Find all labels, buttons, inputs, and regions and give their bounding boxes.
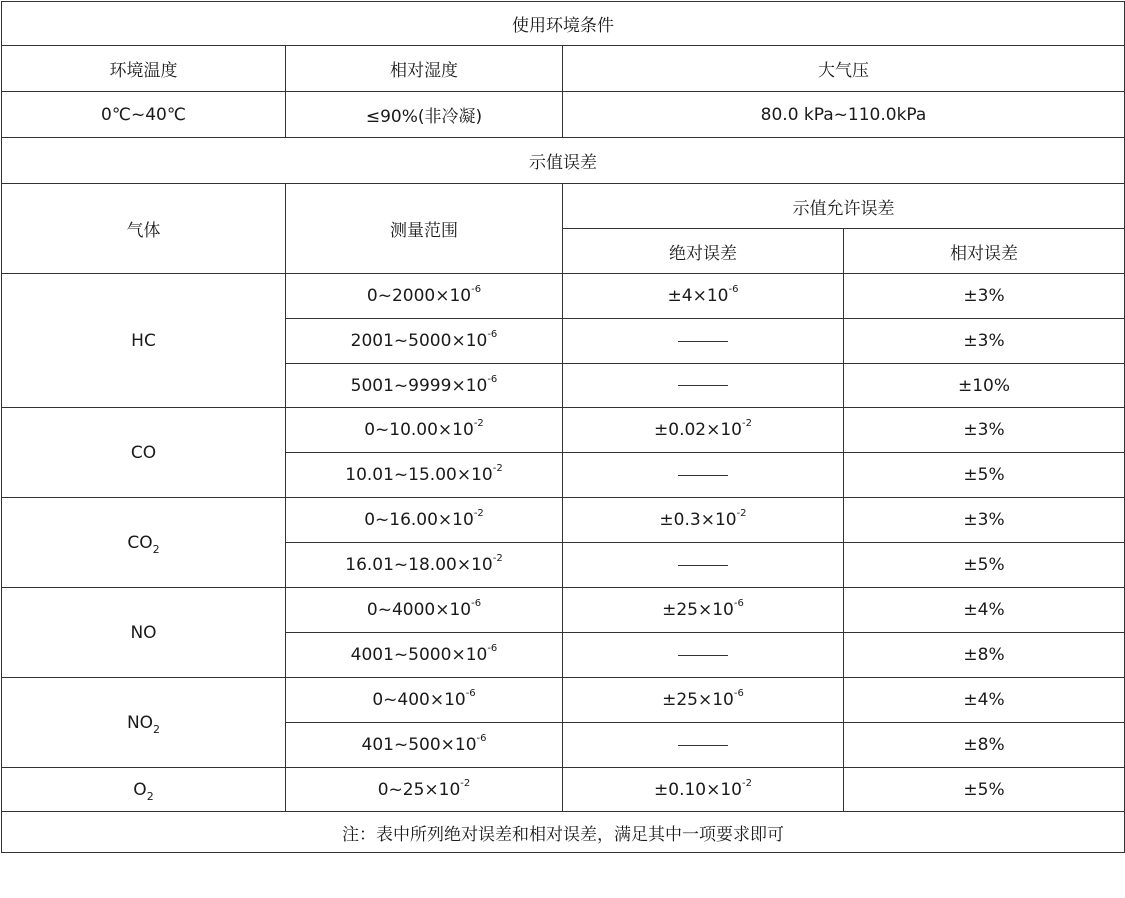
rel-error-cell: ±3% [844, 498, 1125, 543]
range-cell: $401\sim 500\times 10^{-6}$ [286, 723, 563, 768]
env-value-pressure: 80.0 kPa~110.0kPa [563, 92, 1125, 138]
rel-error-cell: ±8% [844, 633, 1125, 678]
table-row [2, 768, 1125, 812]
table-row [2, 408, 1125, 453]
rel-error-cell: ±3% [844, 408, 1125, 453]
table-note: 注：表中所列绝对误差和相对误差，满足其中一项要求即可 [2, 812, 1125, 853]
env-header-pressure: 大气压 [563, 46, 1125, 92]
env-value-humidity: ≤90%(非冷凝) [286, 92, 563, 138]
abs-error-cell: $\pm 0.3\times 10^{-2}$ [563, 498, 844, 543]
accuracy-title-row [2, 138, 1125, 184]
dash-mark [678, 655, 728, 656]
dash-mark [678, 745, 728, 746]
abs-error-cell: $\pm 0.10\times 10^{-2}$ [563, 768, 844, 812]
range-cell: $0\sim 2000\times 10^{-6}$ [286, 274, 563, 319]
range-cell: $0\sim 16.00\times 10^{-2}$ [286, 498, 563, 543]
gas-name-o2: $O_2$ [2, 768, 286, 812]
abs-error-cell: $\pm 0.02\times 10^{-2}$ [563, 408, 844, 453]
range-cell: $2001\sim 5000\times 10^{-6}$ [286, 319, 563, 364]
abs-error-cell [563, 364, 844, 408]
range-cell: $16.01\sim 18.00\times 10^{-2}$ [286, 543, 563, 588]
abs-error-cell: $\pm 4\times 10^{-6}$ [563, 274, 844, 319]
range-cell: $0\sim 10.00\times 10^{-2}$ [286, 408, 563, 453]
rel-error-cell: ±8% [844, 723, 1125, 768]
env-title: 使用环境条件 [2, 2, 1125, 46]
rel-error-cell: ±3% [844, 274, 1125, 319]
env-header-humidity: 相对湿度 [286, 46, 563, 92]
gas-name-co2: $CO_2$ [2, 498, 286, 588]
range-cell: $0\sim 400\times 10^{-6}$ [286, 678, 563, 723]
rel-error-cell: ±5% [844, 453, 1125, 498]
header-relative-error: 相对误差 [844, 229, 1125, 274]
table-row [2, 588, 1125, 633]
abs-error-cell [563, 723, 844, 768]
dash-mark [678, 385, 728, 386]
accuracy-header-row-1 [2, 184, 1125, 229]
env-value-temperature: 0℃~40℃ [2, 92, 286, 138]
header-absolute-error: 绝对误差 [563, 229, 844, 274]
range-cell: $4001\sim 5000\times 10^{-6}$ [286, 633, 563, 678]
abs-error-cell [563, 319, 844, 364]
note-row [2, 812, 1125, 853]
gas-name-hc: HC [2, 274, 286, 408]
header-range: 测量范围 [286, 184, 563, 274]
abs-error-cell [563, 633, 844, 678]
env-title-row [2, 2, 1125, 46]
range-cell: $10.01\sim 15.00\times 10^{-2}$ [286, 453, 563, 498]
gas-name-co: CO [2, 408, 286, 498]
gas-name-no2: $NO_2$ [2, 678, 286, 768]
env-value-row [2, 92, 1125, 138]
rel-error-cell: ±5% [844, 768, 1125, 812]
rel-error-cell: ±4% [844, 678, 1125, 723]
dash-mark [678, 475, 728, 476]
table-row [2, 274, 1125, 319]
rel-error-cell: ±3% [844, 319, 1125, 364]
accuracy-title: 示值误差 [2, 138, 1125, 184]
range-cell: $0\sim 25\times 10^{-2}$ [286, 768, 563, 812]
abs-error-cell: $\pm 25\times 10^{-6}$ [563, 588, 844, 633]
dash-mark [678, 565, 728, 566]
table-row [2, 678, 1125, 723]
rel-error-cell: ±10% [844, 364, 1125, 408]
gas-name-no: NO [2, 588, 286, 678]
table-row [2, 498, 1125, 543]
env-header-temperature: 环境温度 [2, 46, 286, 92]
range-cell: $0\sim 4000\times 10^{-6}$ [286, 588, 563, 633]
header-gas: 气体 [2, 184, 286, 274]
abs-error-cell [563, 543, 844, 588]
abs-error-cell [563, 453, 844, 498]
spec-table [1, 1, 1125, 853]
range-cell: $5001\sim 9999\times 10^{-6}$ [286, 364, 563, 408]
rel-error-cell: ±5% [844, 543, 1125, 588]
dash-mark [678, 341, 728, 342]
env-header-row [2, 46, 1125, 92]
header-allowed-error: 示值允许误差 [563, 184, 1125, 229]
abs-error-cell: $\pm 25\times 10^{-6}$ [563, 678, 844, 723]
rel-error-cell: ±4% [844, 588, 1125, 633]
